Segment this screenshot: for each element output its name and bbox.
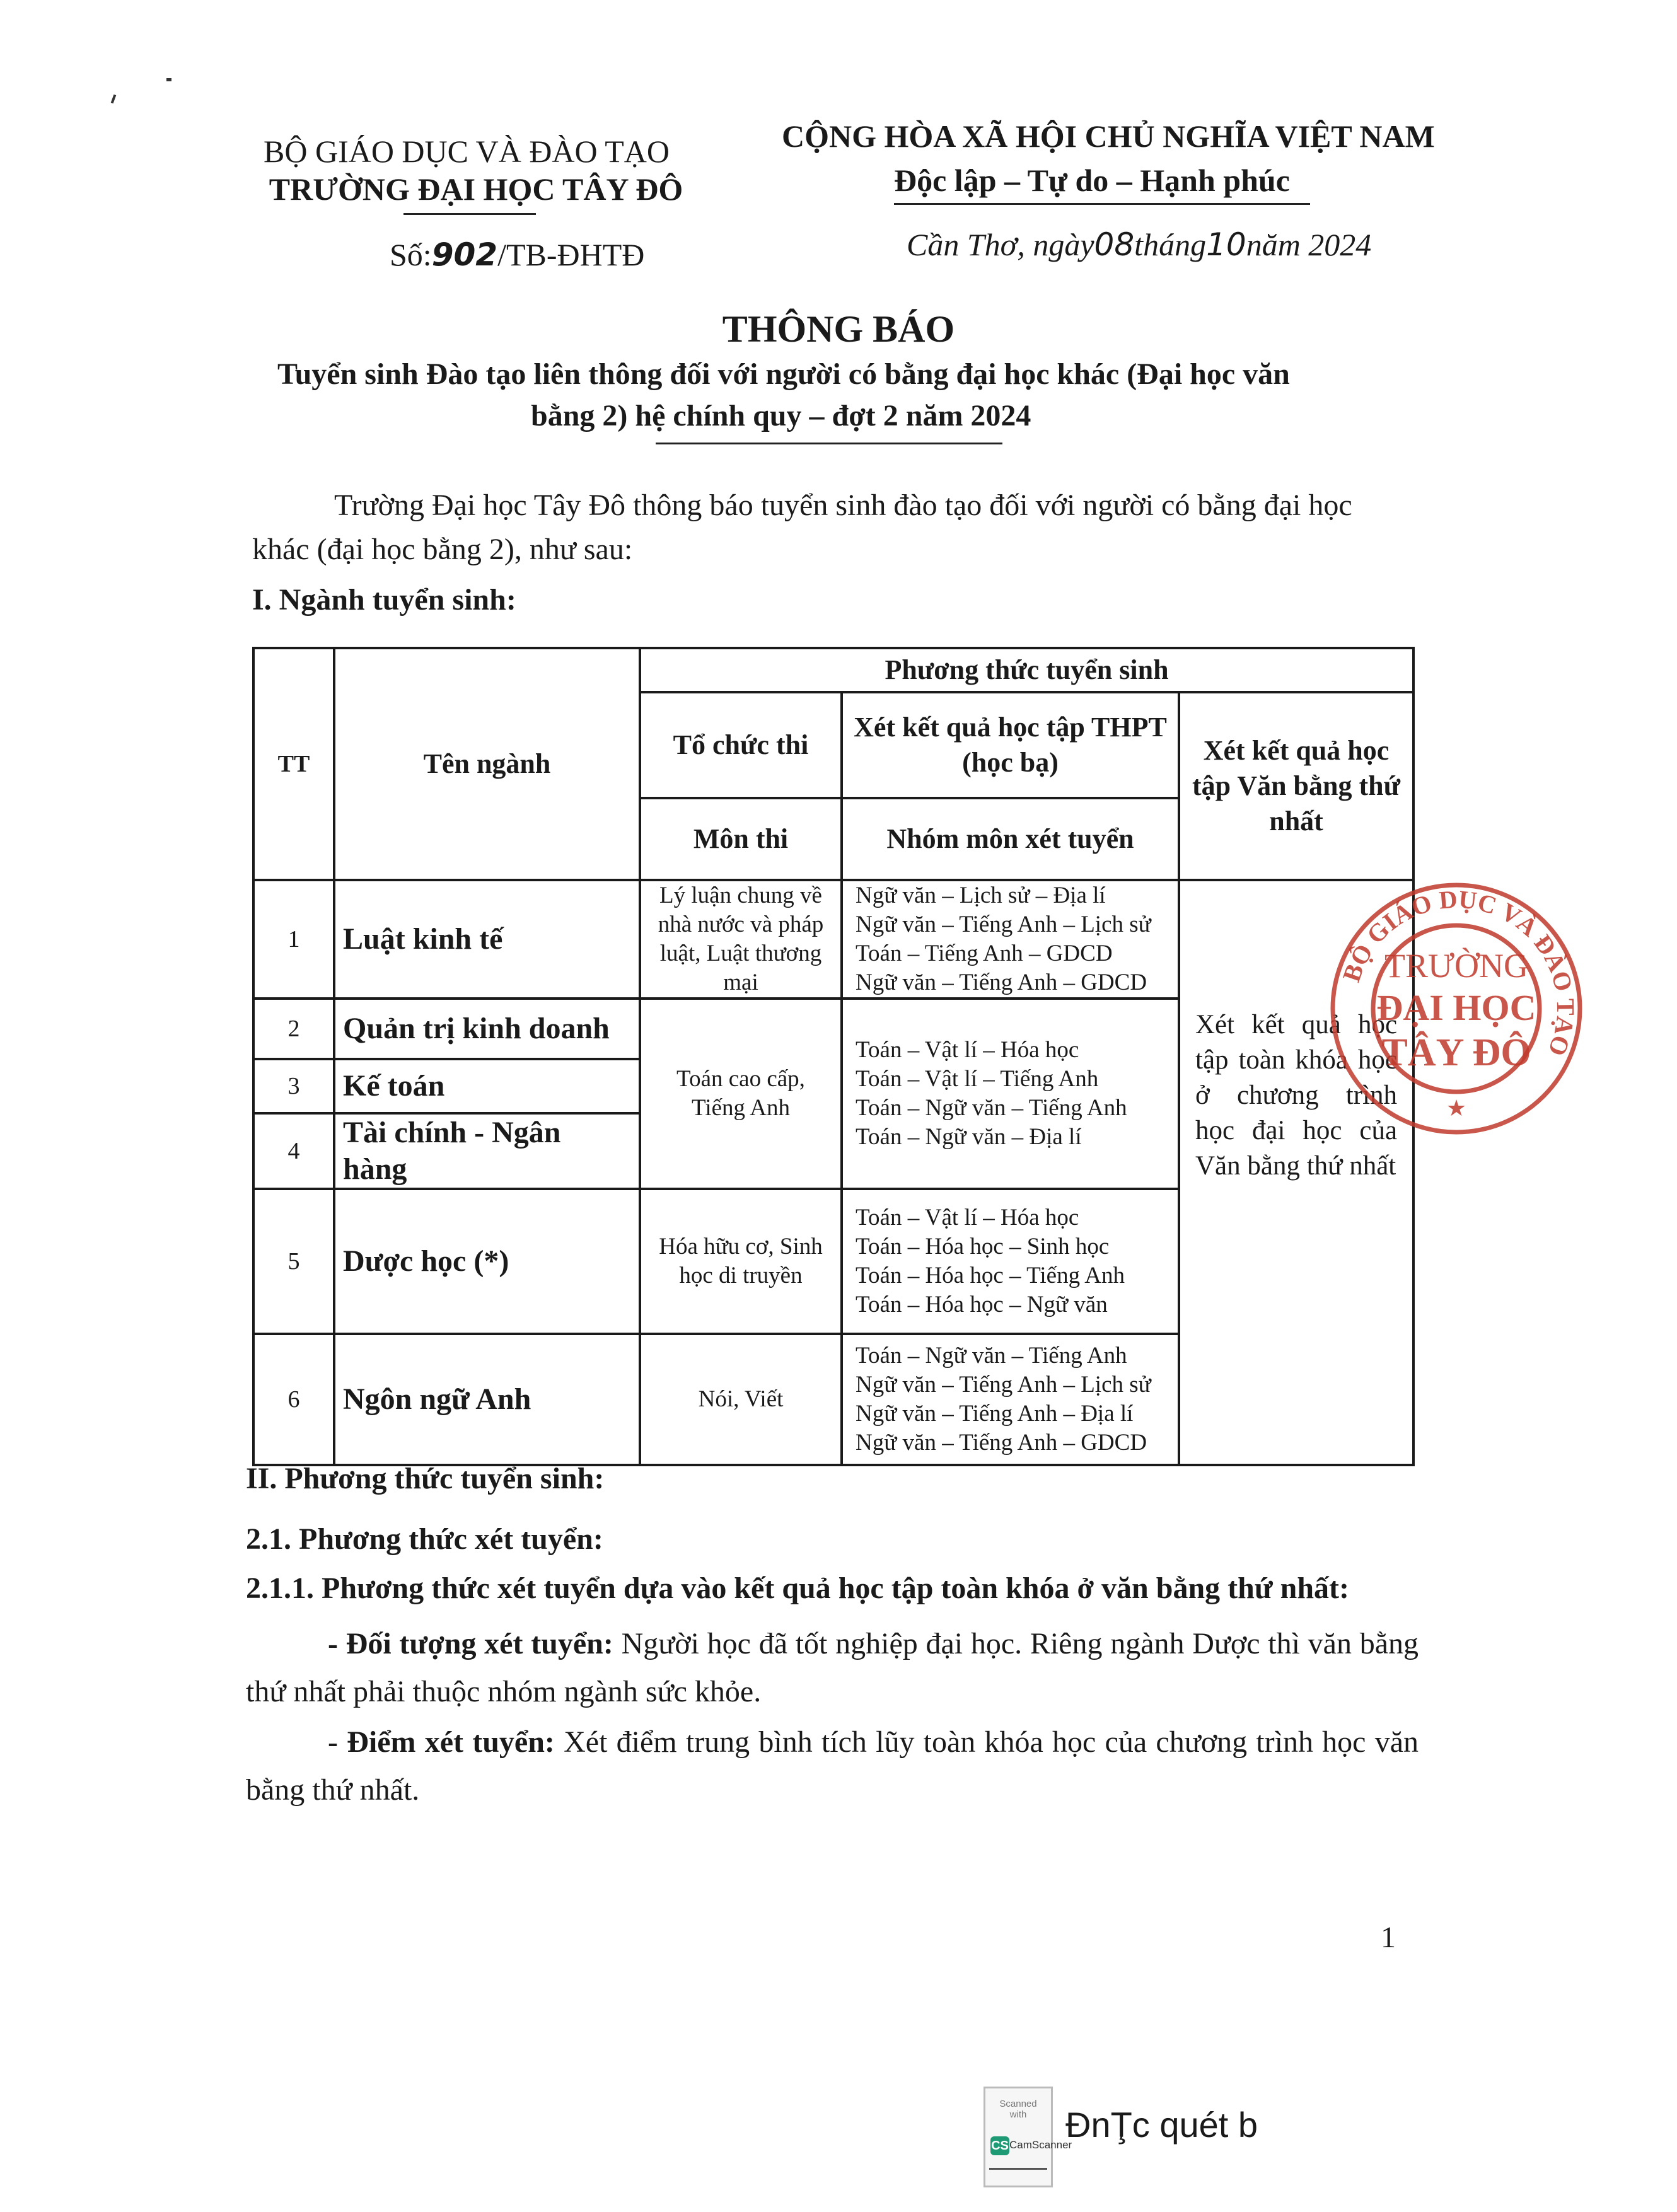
- text-doi-tuong: Người học đã tốt nghiệp đại học. Riêng ngành Dược thì văn bằng thứ nhất phải thuộc nhóm ngành sức khỏe.: [246, 1627, 1419, 1708]
- title-underline: [656, 443, 1002, 444]
- subject-group: Toán – Vật lí – Tiếng Anh: [856, 1066, 1099, 1092]
- school-seal-stamp: [1324, 876, 1589, 1141]
- month-word: tháng: [1134, 227, 1207, 262]
- text-diem: Xét điểm trung bình tích lũy toàn khóa học của chương trình học văn bằng thứ nhất.: [246, 1725, 1419, 1807]
- row-major-name: Dược học (*): [334, 1189, 640, 1334]
- row-exam-subjects: Lý luận chung về nhà nước và pháp luật, Luật thương mại: [640, 880, 842, 999]
- row-major-name: Luật kinh tế: [334, 880, 640, 999]
- subject-group: Toán – Vật lí – Hóa học: [856, 1205, 1079, 1230]
- row-major-name: Tài chính - Ngân hàng: [334, 1113, 640, 1189]
- row-subject-groups: [842, 1334, 1179, 1465]
- motto-underline: [894, 203, 1310, 205]
- row-tt: 1: [253, 880, 334, 999]
- row-exam-subjects: Nói, Viết: [640, 1334, 842, 1465]
- document-title: THÔNG BÁO: [722, 308, 955, 350]
- year-part: năm 2024: [1246, 227, 1372, 262]
- subject-group: Ngữ văn – Tiếng Anh – GDCD: [856, 970, 1147, 995]
- cs-scanned-with: Scanned with: [999, 2099, 1037, 2120]
- cs-brand: CamScanner: [1009, 2139, 1072, 2151]
- row-major-name: Ngôn ngữ Anh: [334, 1334, 640, 1465]
- section-heading-2-1: 2.1. Phương thức xét tuyển:: [246, 1522, 603, 1556]
- subject-group: Ngữ văn – Tiếng Anh – Lịch sử: [856, 1372, 1151, 1398]
- row-major-name: Kế toán: [334, 1059, 640, 1113]
- document-subtitle-line1: Tuyển sinh Đào tạo liên thông đối với người có bằng đại học khác (Đại học văn: [277, 357, 1290, 391]
- row-subject-groups: [842, 880, 1179, 999]
- row-tt: 2: [253, 999, 334, 1059]
- date-prefix: Cần Thơ, ngày: [907, 227, 1094, 262]
- subject-group: Ngữ văn – Tiếng Anh – Địa lí: [856, 1401, 1134, 1427]
- paragraph-doi-tuong: [246, 1620, 1419, 1716]
- scan-mark: [166, 78, 171, 81]
- row-tt: 3: [253, 1059, 334, 1113]
- intro-line1: Trường Đại học Tây Đô thông báo tuyển sinh đào tạo đối với người có bằng đại học: [334, 489, 1352, 522]
- row-exam-subjects: Hóa hữu cơ, Sinh học di truyền: [640, 1189, 842, 1334]
- header-hocba: Xét kết quả học tập THPT (học bạ): [842, 692, 1179, 798]
- seal-line2: ĐẠI HỌC: [1376, 987, 1536, 1028]
- label-diem: - Điểm xét tuyển:: [328, 1725, 555, 1759]
- seal-line1: TRƯỜNG: [1384, 947, 1528, 985]
- section-heading-2-1-1: 2.1.1. Phương thức xét tuyển dựa vào kết quả học tập toàn khóa ở văn bằng thứ nhất:: [246, 1572, 1349, 1605]
- issue-date: [907, 224, 1371, 265]
- month-handwritten: 10: [1206, 226, 1246, 263]
- row-tt: 5: [253, 1189, 334, 1334]
- document-number: [390, 235, 644, 275]
- label-doi-tuong: - Đối tượng xét tuyển:: [328, 1627, 613, 1660]
- page-number: 1: [1381, 1921, 1396, 1954]
- row-major-name: Quản trị kinh doanh: [334, 999, 640, 1059]
- section-heading-1: I. Ngành tuyển sinh:: [252, 583, 516, 617]
- doc-no-handwritten: 902: [431, 236, 498, 273]
- subject-group: Toán – Tiếng Anh – GDCD: [856, 941, 1113, 966]
- day-handwritten: 08: [1094, 226, 1135, 263]
- admission-table: [252, 647, 1415, 1466]
- document-subtitle-line2: bằng 2) hệ chính quy – đợt 2 năm 2024: [531, 399, 1031, 432]
- seal-line3: TÂY ĐÔ: [1381, 1031, 1531, 1074]
- header-exam: Tổ chức thi: [640, 692, 842, 798]
- paragraph-diem: [246, 1718, 1419, 1814]
- subject-group: Ngữ văn – Tiếng Anh – GDCD: [856, 1430, 1147, 1456]
- vb1-criteria: Xét kết quả học tập toàn khóa học ở chương trình học đại học của Văn bằng thứ nhất: [1179, 880, 1413, 1465]
- school-name: TRƯỜNG ĐẠI HỌC TÂY ĐÔ: [269, 171, 683, 207]
- subject-group: Toán – Ngữ văn – Tiếng Anh: [856, 1343, 1127, 1369]
- row-subject-groups: [842, 999, 1179, 1189]
- scan-mark: [111, 95, 117, 104]
- school-underline: [403, 213, 536, 215]
- header-method: Phương thức tuyển sinh: [640, 648, 1413, 692]
- row-tt: 4: [253, 1113, 334, 1189]
- header-subject: Môn thi: [640, 798, 842, 880]
- row-exam-subjects: Toán cao cấp, Tiếng Anh: [640, 999, 842, 1189]
- subject-group: Toán – Vật lí – Hóa học: [856, 1037, 1079, 1063]
- doc-no-prefix: Số:: [390, 237, 432, 272]
- seal-ring-text: BỘ GIÁO DỤC VÀ ĐÀO TẠO: [1337, 884, 1581, 1060]
- national-motto: Độc lập – Tự do – Hạnh phúc: [894, 163, 1290, 198]
- subject-group: Toán – Hóa học – Sinh học: [856, 1234, 1110, 1259]
- subject-group: Toán – Ngữ văn – Địa lí: [856, 1124, 1082, 1150]
- row-subject-groups: [842, 1189, 1179, 1334]
- header-group: Nhóm môn xét tuyển: [842, 798, 1179, 880]
- camscanner-badge: [984, 2087, 1072, 2187]
- ministry-name: BỘ GIÁO DỤC VÀ ĐÀO TẠO: [264, 134, 670, 169]
- header-tt: TT: [253, 648, 334, 880]
- header-major-name: Tên ngành: [334, 648, 640, 880]
- scanned-label: ĐnŢc quét b: [1065, 2105, 1258, 2145]
- subject-group: Toán – Hóa học – Ngữ văn: [856, 1292, 1108, 1317]
- intro-line2: khác (đại học bằng 2), như sau:: [252, 533, 633, 566]
- header-vb1: Xét kết quả học tập Văn bằng thứ nhất: [1179, 692, 1413, 880]
- doc-no-suffix: /TB-ĐHTĐ: [497, 237, 645, 272]
- section-heading-2: II. Phương thức tuyển sinh:: [246, 1462, 605, 1495]
- seal-star-icon: ★: [1446, 1096, 1467, 1121]
- subject-group: Ngữ văn – Lịch sử – Địa lí: [856, 883, 1106, 908]
- cs-divider: [989, 2168, 1047, 2170]
- camscanner-logo-icon: CS: [990, 2136, 1009, 2155]
- row-tt: 6: [253, 1334, 334, 1465]
- subject-group: Ngữ văn – Tiếng Anh – Lịch sử: [856, 912, 1151, 937]
- country-name: CỘNG HÒA XÃ HỘI CHỦ NGHĨA VIỆT NAM: [782, 119, 1435, 154]
- subject-group: Toán – Hóa học – Tiếng Anh: [856, 1263, 1125, 1288]
- subject-group: Toán – Ngữ văn – Tiếng Anh: [856, 1095, 1127, 1121]
